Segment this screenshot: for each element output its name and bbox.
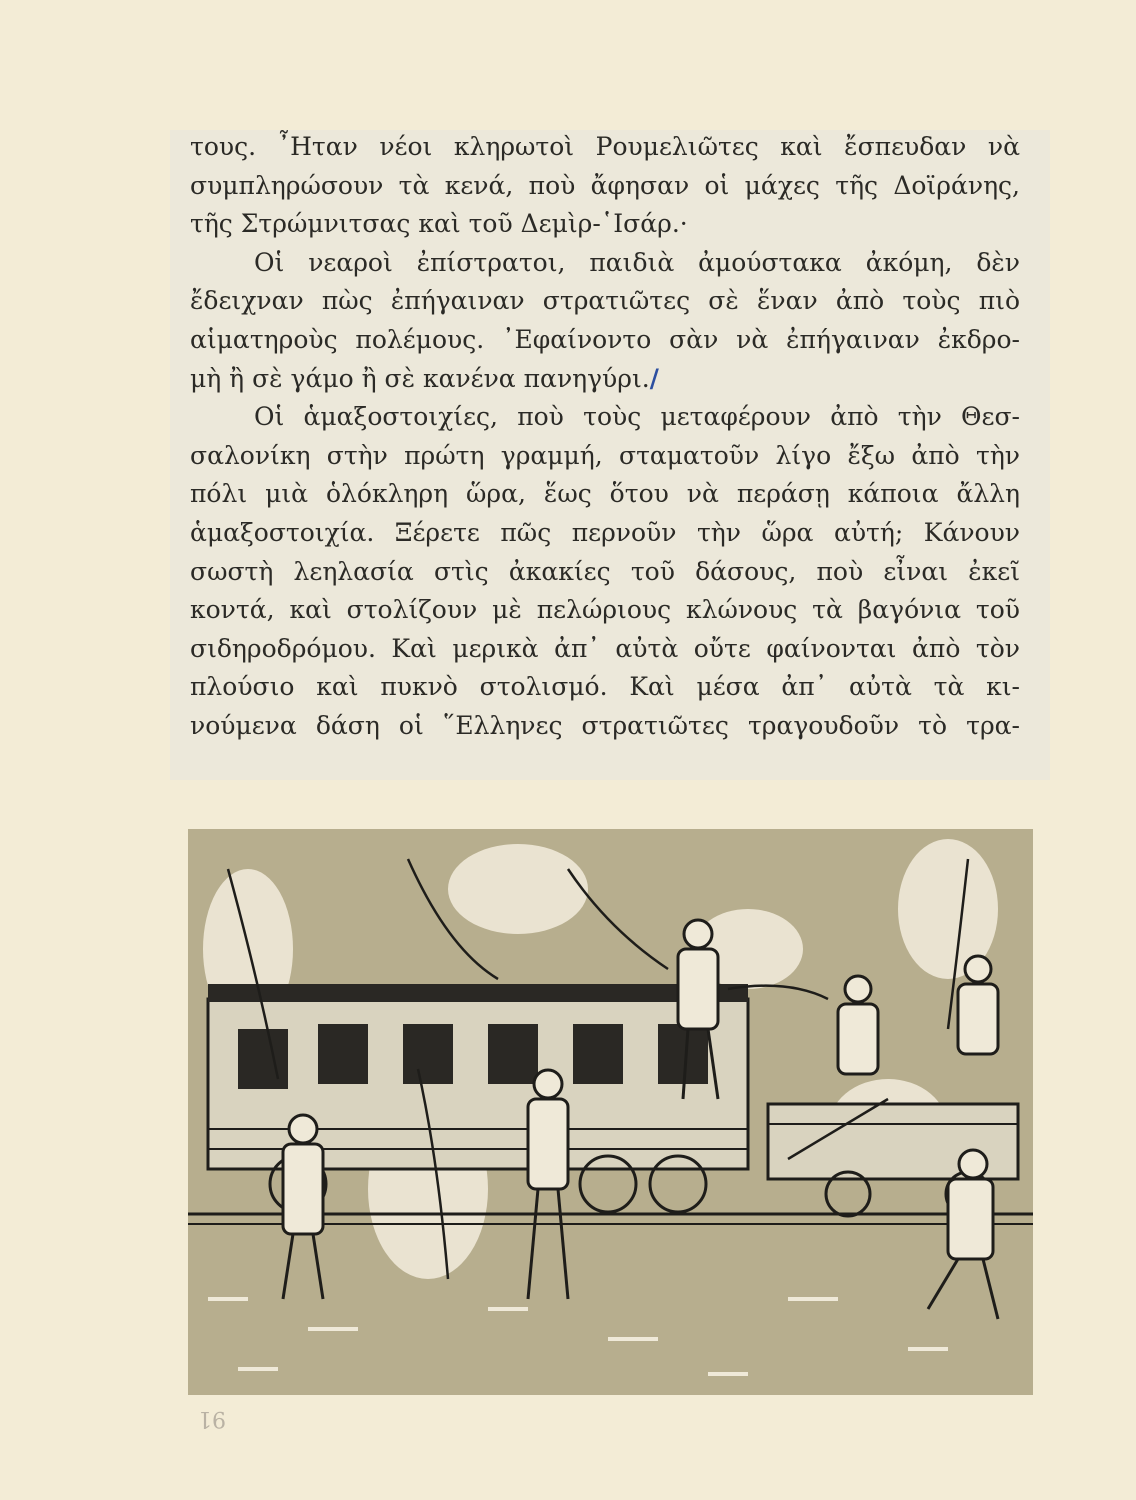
train-illustration [188,829,1033,1395]
dot-mark: · [679,209,688,239]
text-line-15: πλούσιο καὶ πυκνὸ στολισμό. Καὶ μέσα ἀπ᾿ αὐτὰ τὰ κι- [190,672,1020,702]
illustration-drawing [188,829,1033,1395]
pen-slash-mark: / [649,363,659,393]
text-line-13: κοντά, καὶ στολίζουν μὲ πελώριους κλώνους τὰ βαγόνια τοῦ [190,595,1020,625]
text-line-2: συμπληρώσουν τὰ κενά, ποὺ ἄφησαν οἱ μάχες τῆς Δοϊράνης, [190,170,1020,200]
text-line-9: σαλονίκη στὴν πρώτη γραμμή, σταματοῦν λίγο ἔξω ἀπὸ τὴν [190,440,1020,470]
text-line-5: ἔδειχναν πὼς ἐπήγαιναν στρατιῶτες σὲ ἕναν ἀπὸ τοὺς πιὸ [190,286,1020,316]
soldier-center [528,1070,568,1299]
text-line-11: ἁμαξοστοιχία. Ξέρετε πῶς περνοῦν τὴν ὥρα αὐτή; Κάνουν [190,517,1020,547]
text-line-16: νούμενα δάση οἱ ῞Ελληνες στρατιῶτες τραγουδοῦν τὸ τρα- [190,710,1020,740]
ground-marks [208,1299,948,1374]
text-line-10: πόλι μιὰ ὁλόκληρη ὥρα, ἕως ὅτου νὰ περάσῃ κάποια ἄλλη [190,479,1020,509]
text-line-8: Οἱ ἁμαξοστοιχίες, ποὺ τοὺς μεταφέρουν ἀπὸ τὴν Θεσ- [254,402,1020,432]
text-line-6: αἱματηροὺς πολέμους. ᾿Εφαίνοντο σὰν νὰ ἐπήγαιναν ἐκδρο- [190,324,1020,354]
text-line-12: σωστὴ λεηλασία στὶς ἀκακίες τοῦ δάσους, ποὺ εἶναι ἐκεῖ [190,556,1020,586]
text-line-3-text: τῆς Στρώμνιτσας καὶ τοῦ Δεμὶρ-῾Ισάρ. [190,209,680,239]
body-text [190,128,1020,746]
soldier-wagon [838,956,998,1074]
text-line-7-text: μὴ ἢ σὲ γάμο ἢ σὲ κανένα πανηγύρι. [190,363,650,393]
text-line-4: Οἱ νεαροὶ ἐπίστρατοι, παιδιὰ ἀμούστακα ἀκόμη, δὲν [254,247,1020,277]
train-carriage [208,984,748,1169]
text-line-7 [190,360,1020,399]
text-line-3 [190,205,1020,244]
page-number-bleed: 91 [198,1406,226,1431]
text-line-14: σιδηροδρόμου. Καὶ μερικὰ ἀπ᾿ αὐτὰ οὔτε φαίνονται ἀπὸ τὸν [190,633,1020,663]
text-line-1: τους. ῏Ηταν νέοι κληρωτοὶ Ρουμελιῶτες καὶ ἔσπευδαν νὰ [190,132,1020,161]
